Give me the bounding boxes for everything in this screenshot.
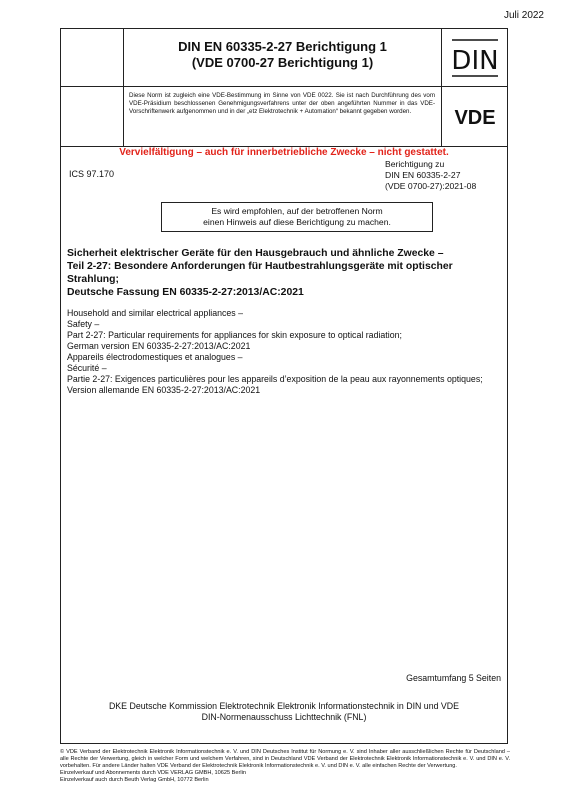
correction-reference bbox=[385, 159, 476, 192]
german-title bbox=[67, 247, 497, 299]
header-title-row bbox=[61, 29, 507, 87]
german-title-line3: Deutsche Fassung EN 60335-2-27:2013/AC:2021 bbox=[67, 287, 304, 298]
english-title-line1: Household and similar electrical appliances – bbox=[67, 308, 244, 318]
document-frame bbox=[60, 28, 508, 744]
header-notice-row bbox=[61, 87, 507, 147]
sale-line2: Einzelverkauf auch durch Beuth Verlag GmbH, 10772 Berlin bbox=[60, 777, 209, 783]
copyright-footer bbox=[60, 749, 510, 784]
din-logo bbox=[442, 29, 507, 87]
french-title-line4: Version allemande EN 60335-2-27:2013/AC:2021 bbox=[67, 385, 261, 395]
document-title-line2: (VDE 0700-27 Berichtigung 1) bbox=[191, 55, 374, 70]
total-pages: Gesamtumfang 5 Seiten bbox=[406, 673, 501, 683]
recommendation-line1: Es wird empfohlen, auf der betroffenen Norm bbox=[211, 206, 383, 216]
french-title-line3: Partie 2-27: Exigences particulières pour les appareils d’exposition de la peau aux rayonnements optiques; bbox=[67, 374, 483, 384]
din-logo-text: DIN bbox=[450, 46, 499, 76]
french-title-line2: Sécurité – bbox=[67, 363, 107, 373]
vde-notice-text: Diese Norm ist zugleich eine VDE-Bestimmung im Sinne von VDE 0022. Sie ist nach Durchführung des vom VDE-Präsidium beschlossenen Genehmigungsverfahrens unter der oben angeführten Nummer in das VDE-Vorschriftenwerk aufgenommen und in der „etz Elektrotechnik + Automation“ bekannt gegeben worden. bbox=[129, 92, 435, 116]
french-title bbox=[67, 352, 497, 396]
dke-line2: DIN-Normenausschuss Lichttechnik (FNL) bbox=[201, 712, 367, 722]
english-title bbox=[67, 308, 497, 352]
german-title-line1: Sicherheit elektrischer Geräte für den Hausgebrauch und ähnliche Zwecke – bbox=[67, 248, 444, 259]
vde-logo-text: VDE bbox=[453, 107, 496, 129]
french-title-line1: Appareils électrodomestiques et analogues – bbox=[67, 352, 243, 362]
english-title-line3: Part 2-27: Particular requirements for appliances for skin exposure to optical radiation; bbox=[67, 330, 402, 340]
correction-line2: DIN EN 60335-2-27 bbox=[385, 170, 461, 180]
document-title-line1: DIN EN 60335-2-27 Berichtigung 1 bbox=[178, 39, 387, 54]
dke-line1: DKE Deutsche Kommission Elektrotechnik Elektronik Informationstechnik in DIN und VDE bbox=[108, 701, 460, 711]
ics-code: ICS 97.170 bbox=[69, 169, 115, 179]
sale-line1: Einzelverkauf und Abonnements durch VDE VERLAG GMBH, 10625 Berlin bbox=[60, 770, 246, 776]
reproduction-warning: Vervielfältigung – auch für innerbetriebliche Zwecke – nicht gestattet. bbox=[119, 147, 449, 158]
correction-line3: (VDE 0700-27):2021-08 bbox=[385, 181, 477, 191]
correction-line1: Berichtigung zu bbox=[385, 159, 445, 169]
english-title-line2: Safety – bbox=[67, 319, 100, 329]
recommendation-line2: einen Hinweis auf diese Berichtigung zu machen. bbox=[203, 217, 391, 227]
english-title-line4: German version EN 60335-2-27:2013/AC:2021 bbox=[67, 341, 251, 351]
document-title bbox=[124, 39, 441, 71]
vde-logo bbox=[442, 87, 507, 147]
german-title-line2: Teil 2-27: Besondere Anforderungen für Hautbestrahlungsgeräte mit optischer Strahlung; bbox=[67, 261, 453, 285]
publication-date: Juli 2022 bbox=[503, 10, 544, 21]
copyright-text: © VDE Verband der Elektrotechnik Elektronik Informationstechnik e. V. und DIN Deutsches Institut für Normung e. V. sind Inhaber aller ausschließlichen Rechte für Deutschland – alle Rechte der Verwertung, gleich in welcher Form und welchem Verfahren, sind in Deutschland VDE Verband der Elektrotechnik Elektronik Informationstechnik e. V. und DIN e. V. vorbehalten. Für andere Länder halten VDE Verband der Elektrotechnik Elektronik Informationstechnik e. V. und DIN e. V. alle einfachen Rechte der Verwertung. bbox=[60, 749, 510, 769]
dke-committee bbox=[61, 701, 507, 723]
recommendation-box bbox=[161, 202, 433, 232]
